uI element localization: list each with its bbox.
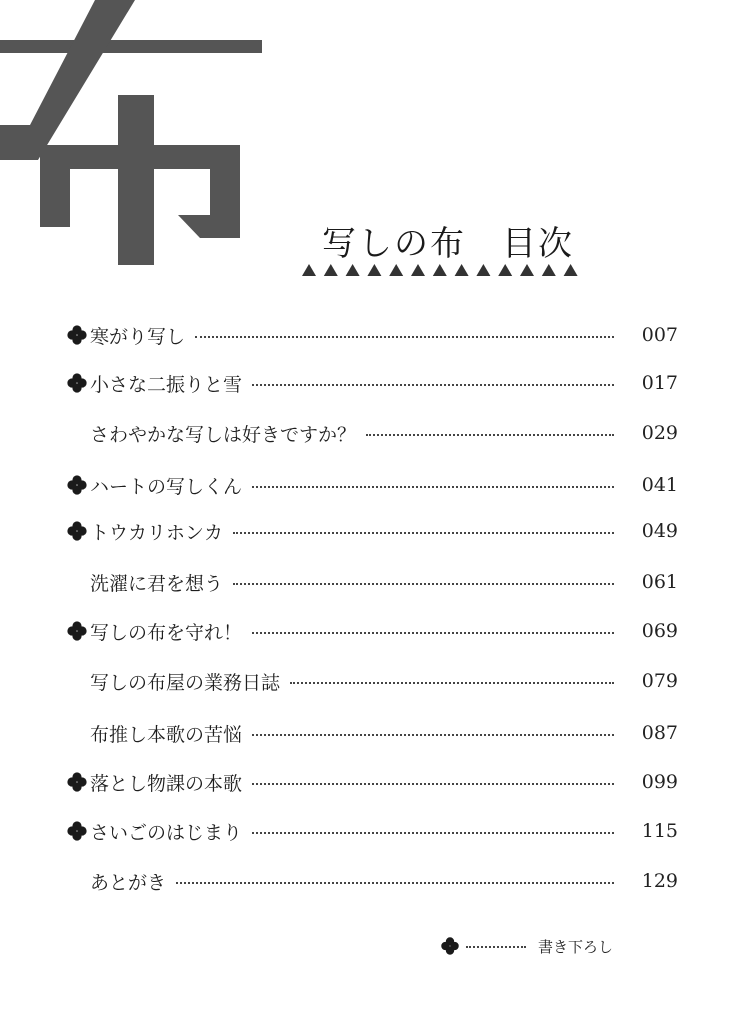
leader-dots — [252, 486, 614, 488]
triangle-ornament — [346, 264, 360, 276]
clover-icon — [66, 771, 88, 793]
clover-icon — [66, 520, 88, 542]
toc-entry[interactable] — [66, 516, 678, 546]
triangle-ornament — [542, 264, 556, 276]
triangle-ornament — [411, 264, 425, 276]
toc-entry[interactable] — [66, 616, 678, 646]
leader-dots — [233, 583, 614, 585]
toc-entry-title: さわやかな写しは好きですか？ — [90, 423, 357, 446]
toc-entry-page: 069 — [641, 620, 678, 642]
toc-entry[interactable] — [66, 718, 678, 748]
legend — [440, 934, 613, 958]
toc-entry-page: 017 — [641, 372, 678, 394]
toc-entry[interactable] — [66, 470, 678, 500]
leader-dots — [252, 832, 614, 834]
toc-entry-title: トウカリホンカ — [90, 521, 224, 544]
toc-entry-page: 041 — [641, 474, 678, 496]
toc-entry-title: 写しの布を守れ！ — [90, 621, 243, 644]
leader-dots — [252, 632, 614, 634]
toc-entry-page: 115 — [641, 820, 678, 842]
leader-dots — [233, 532, 614, 534]
leader-dots — [290, 682, 614, 684]
triangle-ornament — [564, 264, 578, 276]
leader-dots — [176, 882, 614, 884]
leader-dots — [252, 783, 614, 785]
leader-dots — [252, 384, 614, 386]
toc-entry-title: さいごのはじまり — [90, 821, 243, 844]
toc-entry-page: 099 — [641, 771, 678, 793]
leader-dots — [366, 434, 614, 436]
legend-leader-dots — [466, 946, 526, 948]
toc-entry-page: 079 — [641, 670, 678, 692]
toc-entry-page: 087 — [641, 722, 678, 744]
triangle-ornament — [367, 264, 381, 276]
triangle-ornament — [455, 264, 469, 276]
clover-icon — [440, 936, 460, 956]
toc-entry[interactable] — [66, 418, 678, 448]
toc-entry-title: あとがき — [90, 871, 167, 894]
toc-entry[interactable] — [66, 320, 678, 350]
big-kanji-graphic — [0, 0, 270, 270]
toc-entry-title: 寒がり写し — [90, 325, 186, 348]
triangle-ornament — [476, 264, 490, 276]
triangle-ornament — [389, 264, 403, 276]
toc-entry[interactable] — [66, 666, 678, 696]
toc-entry-page: 129 — [641, 870, 678, 892]
triangle-ornament — [302, 264, 316, 276]
clover-icon — [66, 474, 88, 496]
clover-icon — [66, 820, 88, 842]
page-title: 写しの布 目次 — [322, 224, 574, 264]
legend-label: 書き下ろし — [538, 937, 614, 956]
leader-dots — [252, 734, 614, 736]
triangle-ornament — [520, 264, 534, 276]
triangle-ornament — [433, 264, 447, 276]
toc-entry-page: 049 — [641, 520, 678, 542]
toc-entry-title: ハートの写しくん — [90, 475, 243, 498]
leader-dots — [195, 336, 614, 338]
toc-entry[interactable] — [66, 767, 678, 797]
toc-entry[interactable] — [66, 816, 678, 846]
clover-icon — [66, 372, 88, 394]
toc-entry-page: 061 — [641, 571, 678, 593]
toc-entry-page: 007 — [641, 324, 678, 346]
toc-entry-title: 写しの布屋の業務日誌 — [90, 671, 281, 694]
clover-icon — [66, 324, 88, 346]
toc-entry-title: 小さな二振りと雪 — [90, 373, 243, 396]
toc-entry-title: 布推し本歌の苦悩 — [90, 723, 243, 746]
title-underline-triangles — [298, 263, 584, 277]
triangle-ornament — [498, 264, 512, 276]
toc-entry[interactable] — [66, 567, 678, 597]
toc-entry-title: 落とし物課の本歌 — [90, 772, 243, 795]
toc-entry[interactable] — [66, 368, 678, 398]
triangle-ornament — [324, 264, 338, 276]
toc-entry-page: 029 — [641, 422, 678, 444]
toc-entry-title: 洗濯に君を想う — [90, 572, 224, 595]
toc-entry[interactable] — [66, 866, 678, 896]
clover-icon — [66, 620, 88, 642]
